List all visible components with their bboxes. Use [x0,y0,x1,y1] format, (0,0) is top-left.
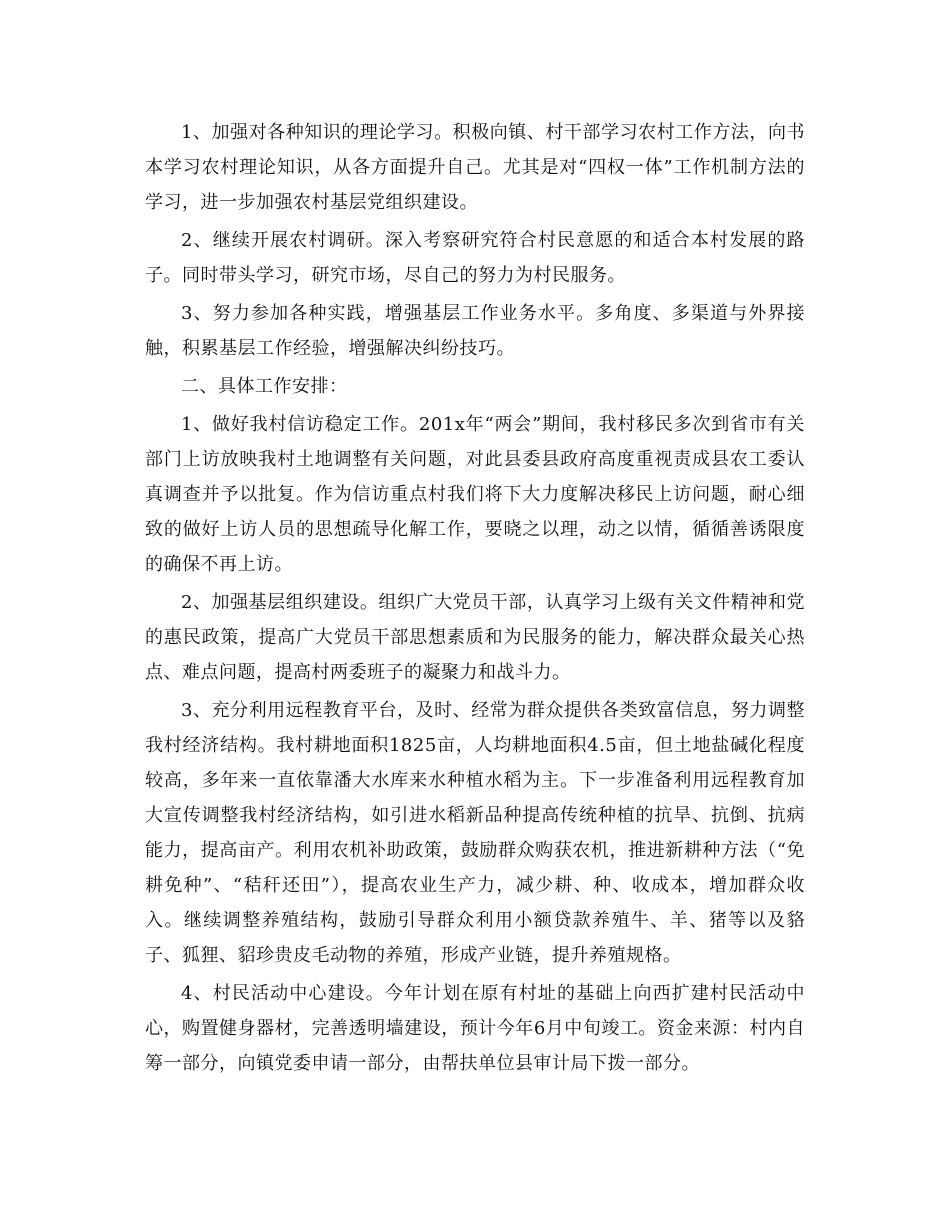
paragraph-petition: 1、做好我村信访稳定工作。201x年“两会”期间，我村移民多次到省市有关部门上访放映我村土地调整有关问题，对此县委县政府高度重视责成县农工委认真调查并予以批复。作为信访重点村我们将下大力度解决移民上访问题，耐心细致的做好上访人员的思想疏导化解工作，要晓之以理，动之以情，循循善诱限度的确保不再上访。 [145,414,805,575]
paragraph-activity-center: 4、村民活动中心建设。今年计划在原有村址的基础上向西扩建村民活动中心，购置健身器材，完善透明墙建设，预计今年6月中旬竣工。资金来源：村内自筹一部分，向镇党委申请一部分，由帮扶单位县审计局下拨一部分。 [145,983,805,1074]
paragraph-research: 2、继续开展农村调研。深入考察研究符合村民意愿的和适合本村发展的路子。同时带头学习，研究市场，尽自己的努力为村民服务。 [145,230,805,286]
paragraph-practice: 3、努力参加各种实践，增强基层工作业务水平。多角度、多渠道与外界接触，积累基层工作经验，增强解决纠纷技巧。 [145,303,805,359]
paragraph-organization: 2、加强基层组织建设。组织广大党员干部，认真学习上级有关文件精神和党的惠民政策，提高广大党员干部思想素质和为民服务的能力，解决群众最关心热点、难点问题，提高村两委班子的凝聚力和战斗力。 [145,592,805,683]
paragraph-education: 3、充分利用远程教育平台，及时、经常为群众提供各类致富信息，努力调整我村经济结构。我村耕地面积1825亩，人均耕地面积4.5亩，但土地盐碱化程度较高，多年来一直依靠潘大水库来水种植水稻为主。下一步准备利用远程教育加大宣传调整我村经济结构，如引进水稻新品种提高传统种植的抗旱、抗倒、抗病能力，提高亩产。利用农机补助政策，鼓励群众购获农机，推进新耕种方法（“免耕免种”、“秸秆还田”），提高农业生产力，减少耕、种、收成本，增加群众收入。继续调整养殖结构，鼓励引导群众利用小额贷款养殖牛、羊、猪等以及貉子、狐狸、貂珍贵皮毛动物的养殖，形成产业链，提升养殖规格。 [145,700,805,966]
paragraph-study: 1、加强对各种知识的理论学习。积极向镇、村干部学习农村工作方法，向书本学习农村理论知识，从各方面提升自己。尤其是对“四权一体”工作机制方法的学习，进一步加强农村基层党组织建设。 [145,122,805,213]
section-heading: 二、具体工作安排： [181,376,348,397]
